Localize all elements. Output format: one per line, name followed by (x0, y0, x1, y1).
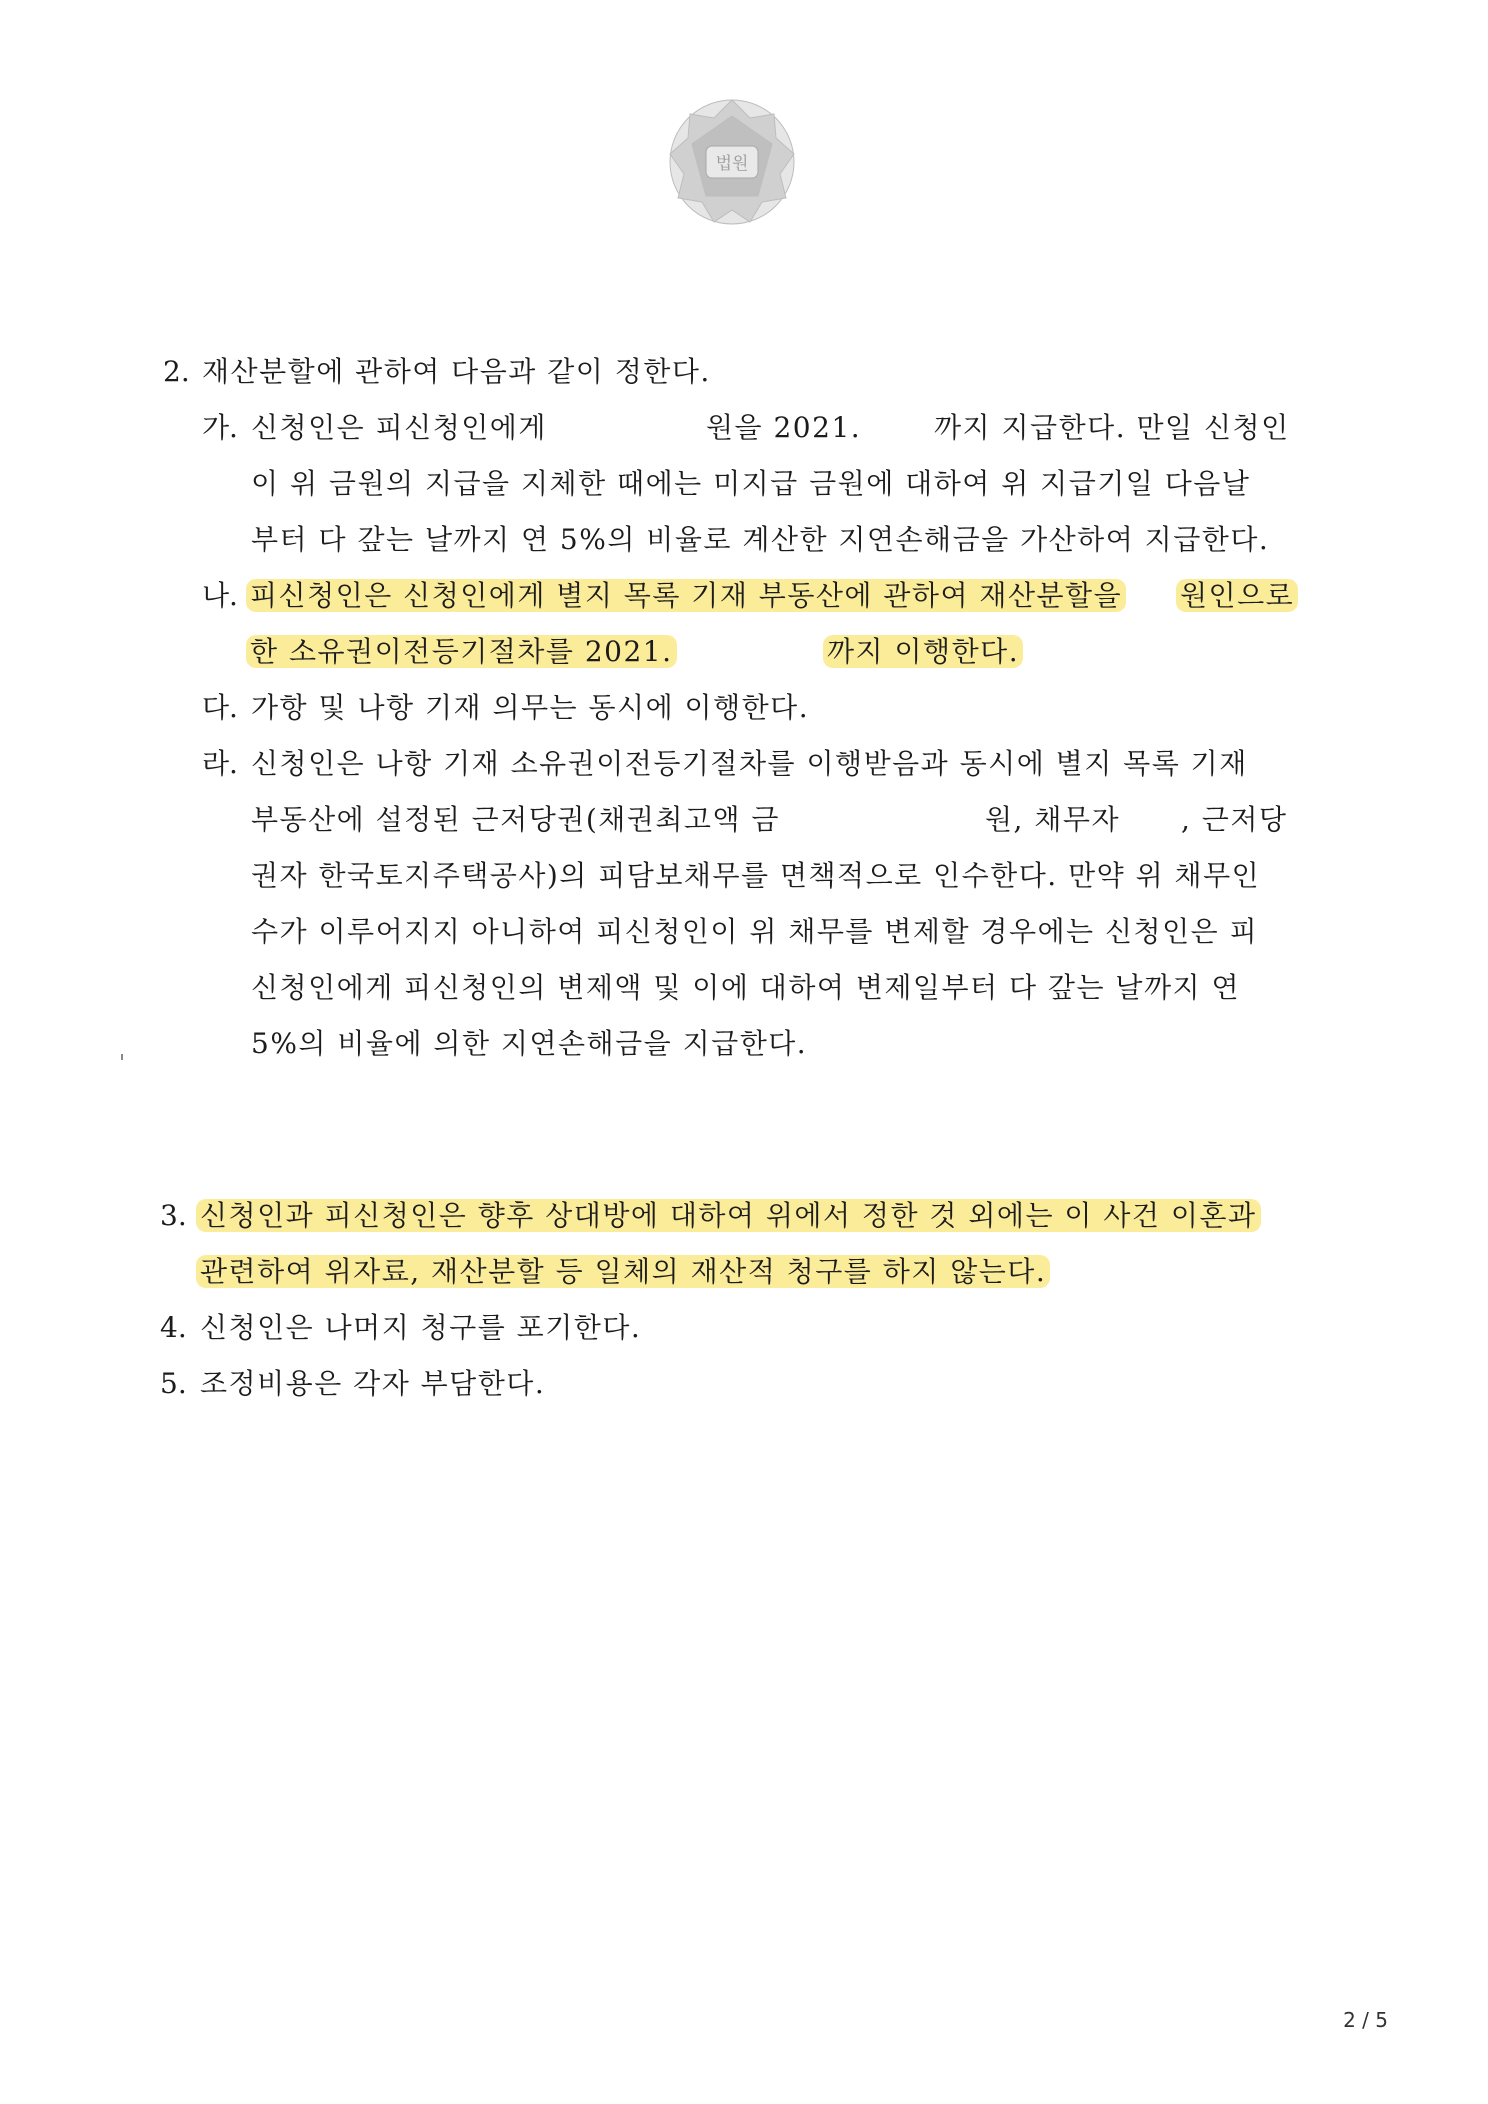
scan-speck (121, 1054, 123, 1060)
item4-text: 신청인은 나머지 청구를 포기한다. (200, 1311, 642, 1344)
item2-ra-line5: 신청인에게 피신청인의 변제액 및 이에 대하여 변제일부터 다 갚는 날까지 연 (251, 971, 1240, 1004)
item2-ra-line6: 5%의 비율에 의한 지연손해금을 지급한다. (251, 1027, 808, 1060)
item2-ra-line4: 수가 이루어지지 아니하여 피신청인이 위 채무를 변제할 경우에는 신청인은 피 (251, 915, 1259, 948)
item2-ra-line2c: , 근저당 (1181, 803, 1288, 836)
item2-ga-line3: 부터 다 갚는 날까지 연 5%의 비율로 계산한 지연손해금을 가산하여 지급한다. (251, 523, 1270, 556)
item3-number: 3. (160, 1199, 187, 1232)
item2-na-line2b: 까지 이행한다. (823, 635, 1023, 668)
item2-ra-line1: 신청인은 나항 기재 소유권이전등기절차를 이행받음과 동시에 별지 목록 기재 (251, 747, 1248, 780)
item2-heading: 재산분할에 관하여 다음과 같이 정한다. (202, 355, 711, 388)
item2-ra-line2b: 원, 채무자 (985, 803, 1120, 836)
court-seal-icon (662, 92, 802, 232)
item2-ga-line1a: 신청인은 피신청인에게 (251, 411, 547, 444)
item2-da-label: 다. (202, 691, 238, 724)
item2-na-line2a: 한 소유권이전등기절차를 2021. (246, 635, 677, 668)
item5-number: 5. (160, 1367, 187, 1400)
item2-ga-line1b: 원을 2021. (706, 411, 862, 444)
page-number: 2 / 5 (1343, 2008, 1388, 2032)
item2-ra-line3: 권자 한국토지주택공사)의 피담보채무를 면책적으로 인수한다. 만약 위 채무인 (251, 859, 1261, 892)
item2-number: 2. (163, 355, 190, 388)
item2-ga-line2: 이 위 금원의 지급을 지체한 때에는 미지급 금원에 대하여 위 지급기일 다음날 (251, 467, 1251, 500)
item2-na-line1a: 피신청인은 신청인에게 별지 목록 기재 부동산에 관하여 재산분할을 (246, 579, 1126, 612)
item2-ga-line1c: 까지 지급한다. 만일 신청인 (934, 411, 1290, 444)
item2-na-line1b: 원인으로 (1176, 579, 1298, 612)
item3-line1: 신청인과 피신청인은 향후 상대방에 대하여 위에서 정한 것 외에는 이 사건 이혼과 (196, 1199, 1261, 1232)
item5-text: 조정비용은 각자 부담한다. (200, 1367, 546, 1400)
item2-ga-label: 가. (202, 411, 238, 444)
item4-number: 4. (160, 1311, 187, 1344)
item2-ra-line2a: 부동산에 설정된 근저당권(채권최고액 금 (251, 803, 780, 836)
item3-line2: 관련하여 위자료, 재산분할 등 일체의 재산적 청구를 하지 않는다. (196, 1255, 1050, 1288)
seal-text: 법원 (715, 154, 749, 174)
item2-da-text: 가항 및 나항 기재 의무는 동시에 이행한다. (251, 691, 810, 724)
item2-na-label: 나. (202, 579, 238, 612)
item2-ra-label: 라. (202, 747, 238, 780)
